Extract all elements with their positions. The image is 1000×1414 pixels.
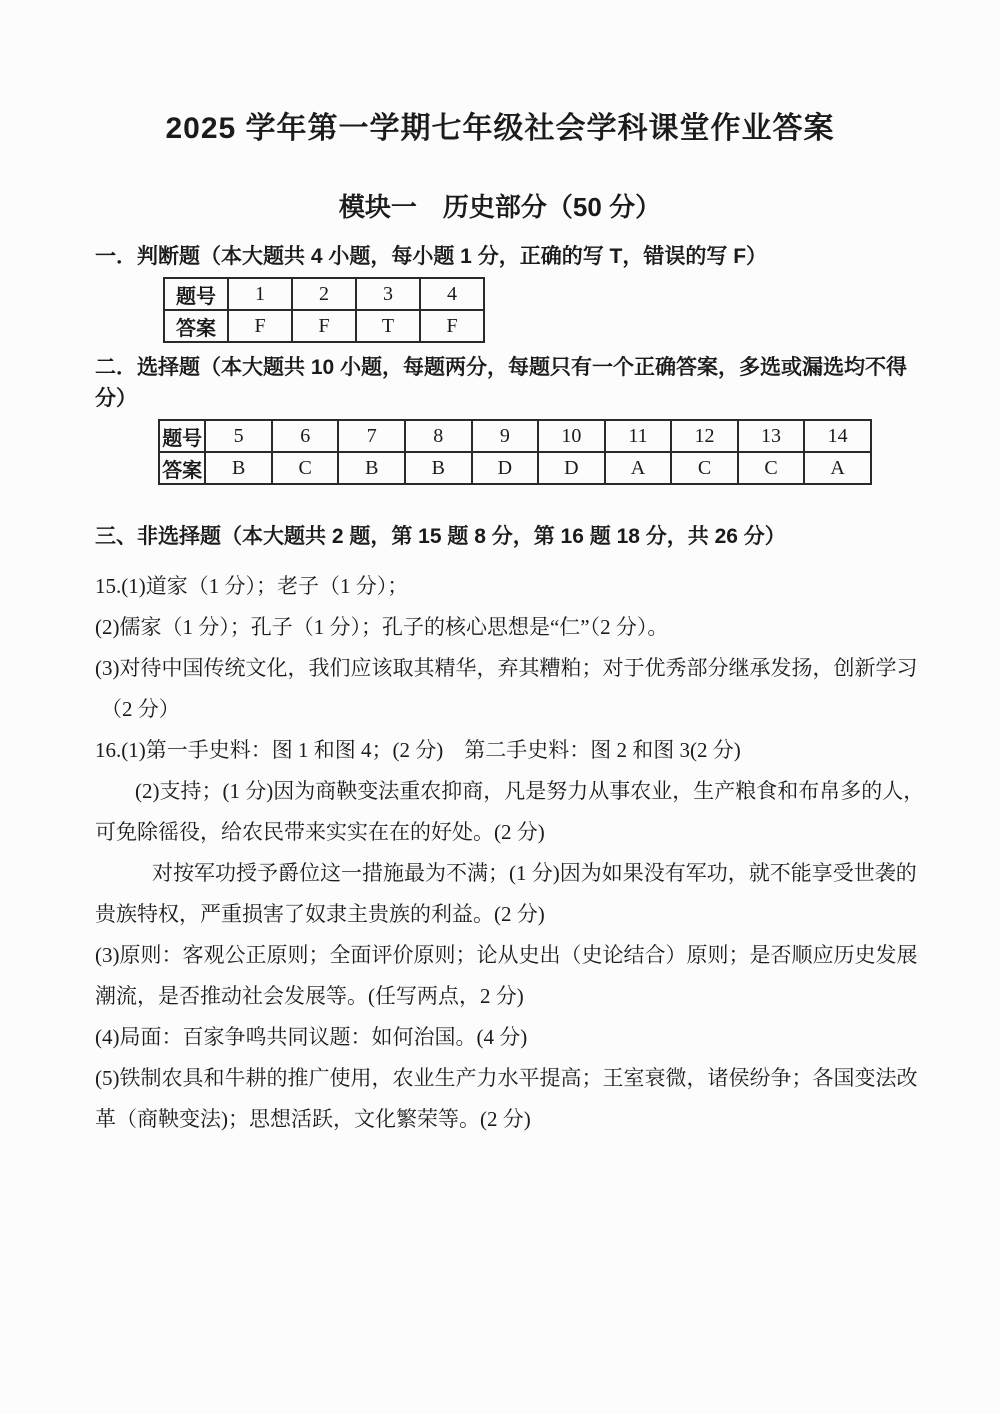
answer-cell: F — [420, 310, 484, 342]
answer-cell: B — [338, 452, 405, 484]
question-number-cell: 14 — [804, 420, 871, 452]
page-title: 2025 学年第一学期七年级社会学科课堂作业答案 — [165, 112, 835, 145]
choice-answers-table — [158, 419, 872, 485]
answer-cell: F — [292, 310, 356, 342]
question-number-cell: 11 — [605, 420, 672, 452]
section-2-heading: 二．选择题（本大题共 10 小题，每题两分，每题只有一个正确答案，多选或漏选均不得分） — [95, 356, 908, 410]
answer-cell: A — [804, 452, 871, 484]
question-number-cell: 4 — [420, 278, 484, 310]
answer-line: (2)儒家（1 分）；孔子（1 分）；孔子的核心思想是“仁”（2 分）。 — [95, 615, 669, 639]
answer-line: 贵族特权，严重损害了奴隶主贵族的利益。(2 分) — [95, 902, 545, 926]
answer-line: (2)支持；(1 分)因为商鞅变法重农抑商，凡是努力从事农业，生产粮食和布帛多的人， — [135, 779, 925, 803]
question-number-cell: 9 — [472, 420, 539, 452]
answer-cell: D — [472, 452, 539, 484]
section-3-heading: 三、非选择题（本大题共 2 题，第 15 题 8 分，第 16 题 18 分，共 26 分） — [95, 525, 786, 548]
answer-cell: A — [605, 452, 672, 484]
answer-cell: C — [671, 452, 738, 484]
question-number-cell: 6 — [272, 420, 339, 452]
question-number-cell: 5 — [205, 420, 272, 452]
module-heading: 模块一 历史部分（50 分） — [338, 192, 662, 222]
answer-cell: T — [356, 310, 420, 342]
answer-line: 15.(1)道家（1 分）；老子（1 分）； — [95, 574, 409, 598]
question-number-cell: 2 — [292, 278, 356, 310]
row-header-cell: 题号 — [164, 278, 228, 310]
question-number-cell: 7 — [338, 420, 405, 452]
answer-line: 16.(1)第一手史料：图 1 和图 4；(2 分) 第二手史料：图 2 和图 3(2 分) — [95, 738, 741, 762]
answer-cell: F — [228, 310, 292, 342]
answer-line: (4)局面：百家争鸣共同议题：如何治国。(4 分) — [95, 1025, 528, 1049]
answer-cell: C — [738, 452, 805, 484]
answer-line: 对按军功授予爵位这一措施最为不满；(1 分)因为如果没有军功，就不能享受世袭的 — [152, 861, 917, 885]
answer-line: 潮流，是否推动社会发展等。(任写两点，2 分) — [95, 984, 524, 1008]
answer-line: 可免除徭役，给农民带来实实在在的好处。(2 分) — [95, 820, 545, 844]
answer-cell: C — [272, 452, 339, 484]
answer-row — [164, 310, 484, 342]
question-number-cell: 10 — [538, 420, 605, 452]
question-number-row — [164, 278, 484, 310]
answer-cell: B — [205, 452, 272, 484]
answer-line: （2 分） — [101, 697, 180, 721]
answer-line: 革（商鞅变法)；思想活跃，文化繁荣等。(2 分) — [95, 1107, 531, 1131]
answer-cell: D — [538, 452, 605, 484]
question-number-cell: 8 — [405, 420, 472, 452]
question-number-cell: 1 — [228, 278, 292, 310]
answer-line: (5)铁制农具和牛耕的推广使用，农业生产力水平提高；王室衰微，诸侯纷争；各国变法改 — [95, 1066, 918, 1090]
row-header-cell: 答案 — [159, 452, 205, 484]
question-number-cell: 12 — [671, 420, 738, 452]
question-number-cell: 13 — [738, 420, 805, 452]
row-header-cell: 答案 — [164, 310, 228, 342]
answer-line: (3)对待中国传统文化，我们应该取其精华，弃其糟粕；对于优秀部分继承发扬，创新学习 — [95, 656, 918, 680]
answer-row — [159, 452, 871, 484]
answer-cell: B — [405, 452, 472, 484]
answer-line: (3)原则：客观公正原则；全面评价原则；论从史出（史论结合）原则；是否顺应历史发展 — [95, 943, 918, 967]
judgment-answers-table — [163, 277, 485, 343]
free-response-answers — [95, 566, 925, 1140]
question-number-row — [159, 420, 871, 452]
row-header-cell: 题号 — [159, 420, 205, 452]
question-number-cell: 3 — [356, 278, 420, 310]
section-1-heading: 一．判断题（本大题共 4 小题，每小题 1 分，正确的写 T，错误的写 F） — [95, 245, 768, 268]
